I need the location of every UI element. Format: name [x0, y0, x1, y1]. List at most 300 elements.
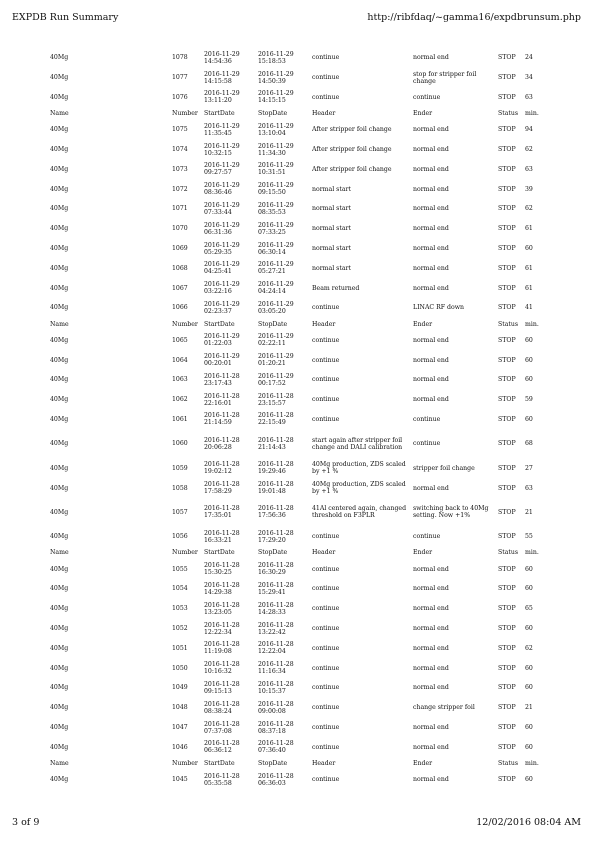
start-time: 10:32:15 [204, 149, 232, 157]
cell-stop-date [258, 619, 312, 639]
cell-header: continue [312, 724, 340, 731]
cell-minutes: 61 [525, 264, 533, 272]
cell-status: STOP [498, 464, 516, 472]
stop-time: 19:01:48 [258, 488, 286, 496]
cell-minutes: 21 [525, 704, 533, 712]
cell-stop-date [258, 410, 312, 430]
column-header-ender: Ender [413, 549, 433, 557]
table-row [50, 619, 540, 639]
table-row [50, 698, 540, 718]
table-row [50, 478, 540, 498]
stop-time: 08:35:53 [258, 208, 286, 216]
cell-minutes: 61 [525, 225, 533, 233]
cell-ender: normal end [413, 54, 449, 62]
cell-start-date [204, 390, 258, 410]
cell-start-date [204, 658, 258, 678]
cell-stop-date [258, 199, 312, 219]
start-date: 2016-11-28 [204, 529, 240, 537]
start-date: 2016-11-28 [204, 505, 240, 513]
cell-minutes: 62 [525, 146, 533, 154]
column-header-min: min. [525, 549, 539, 557]
table-row [50, 458, 540, 478]
cell-stop-date [258, 239, 312, 259]
cell-header: continue [312, 336, 340, 344]
start-time: 04:25:41 [204, 268, 232, 276]
cell-stop-date [258, 770, 312, 790]
cell-status: STOP [498, 126, 516, 134]
table-row [50, 658, 540, 678]
cell-run-number: 1066 [172, 304, 188, 312]
table-row [50, 68, 540, 88]
column-header-experiment: Name [50, 320, 69, 328]
cell-ender: normal end [413, 205, 449, 213]
cell-experiment: 40Mg [50, 304, 69, 312]
cell-ender: stripper foil change [413, 464, 475, 472]
start-time: 05:29:35 [204, 248, 232, 256]
stop-date: 2016-11-28 [258, 392, 294, 400]
run-table-body [50, 48, 540, 790]
cell-header: continue [312, 565, 340, 573]
cell-ender: normal end [413, 225, 449, 233]
cell-run-number: 1055 [172, 565, 188, 573]
table-row [50, 638, 540, 658]
column-header-number: Number [172, 549, 198, 557]
cell-start-date [204, 737, 258, 757]
stop-time: 01:20:21 [258, 360, 286, 368]
cell-stop-date [258, 527, 312, 547]
cell-stop-date [258, 48, 312, 68]
cell-stop-date [258, 737, 312, 757]
stop-time: 06:30:14 [258, 248, 286, 256]
column-header-number: Number [172, 110, 198, 118]
start-time: 07:37:08 [204, 727, 232, 735]
cell-experiment: 40Mg [50, 54, 69, 62]
stop-date: 2016-11-29 [258, 162, 294, 170]
cell-ender: normal end [413, 185, 449, 193]
stop-date: 2016-11-28 [258, 461, 294, 469]
cell-status: STOP [498, 724, 516, 731]
cell-ender: normal end [413, 585, 449, 593]
page-header-title: EXPDB Run Summary [12, 12, 119, 23]
cell-minutes: 62 [525, 644, 533, 652]
stop-date: 2016-11-28 [258, 641, 294, 649]
run-summary-table [50, 48, 540, 790]
cell-ender: normal end [413, 356, 449, 364]
stop-date: 2016-11-28 [258, 740, 294, 748]
stop-time: 06:36:03 [258, 779, 286, 787]
cell-ender: normal end [413, 284, 449, 292]
cell-stop-date [258, 698, 312, 718]
cell-stop-date [258, 678, 312, 698]
stop-time: 02:22:11 [258, 340, 286, 348]
cell-minutes: 34 [525, 74, 533, 82]
stop-date: 2016-11-28 [258, 772, 294, 780]
cell-header: 40Mg production, ZDS scaled by +1 % [312, 461, 406, 476]
cell-stop-date [258, 179, 312, 199]
table-row [50, 678, 540, 698]
cell-start-date [204, 159, 258, 179]
cell-header: continue [312, 743, 340, 751]
page-header-url: http://ribfdaq/~gamma16/expdbrunsum.php [367, 12, 581, 23]
cell-stop-date [258, 658, 312, 678]
stop-time: 14:50:39 [258, 77, 286, 85]
stop-date: 2016-11-29 [258, 70, 294, 78]
table-header-row [50, 547, 540, 560]
stop-date: 2016-11-28 [258, 505, 294, 513]
start-date: 2016-11-29 [204, 142, 240, 150]
stop-date: 2016-11-29 [258, 300, 294, 308]
start-time: 14:29:38 [204, 588, 232, 596]
cell-start-date [204, 179, 258, 199]
table-row [50, 199, 540, 219]
cell-ender: stop for stripper foil change [413, 70, 477, 85]
cell-status: STOP [498, 704, 516, 712]
cell-start-date [204, 498, 258, 527]
cell-stop-date [258, 498, 312, 527]
start-time: 13:11:20 [204, 97, 232, 105]
cell-stop-date [258, 219, 312, 239]
cell-stop-date [258, 298, 312, 318]
cell-experiment: 40Mg [50, 376, 69, 384]
cell-header: normal start [312, 264, 351, 272]
table-row [50, 370, 540, 390]
cell-status: STOP [498, 93, 516, 101]
cell-start-date [204, 527, 258, 547]
cell-experiment: 40Mg [50, 484, 69, 492]
cell-ender: normal end [413, 664, 449, 672]
table-row [50, 48, 540, 68]
cell-minutes: 60 [525, 415, 533, 423]
start-time: 19:02:12 [204, 468, 232, 476]
cell-start-date [204, 278, 258, 298]
start-time: 02:23:37 [204, 307, 232, 315]
cell-run-number: 1067 [172, 284, 188, 292]
cell-run-number: 1057 [172, 508, 188, 516]
cell-run-number: 1056 [172, 533, 188, 541]
column-header-ender: Ender [413, 110, 433, 118]
cell-header: normal start [312, 225, 351, 233]
cell-ender: switching back to 40Mg setting. Now +1% [413, 505, 489, 520]
cell-run-number: 1046 [172, 743, 188, 751]
stop-time: 10:15:37 [258, 687, 286, 695]
stop-date: 2016-11-29 [258, 333, 294, 341]
cell-status: STOP [498, 565, 516, 573]
cell-experiment: 40Mg [50, 644, 69, 652]
stop-time: 07:36:40 [258, 747, 286, 755]
table-row [50, 140, 540, 160]
cell-run-number: 1068 [172, 264, 188, 272]
cell-header: continue [312, 533, 340, 541]
cell-header: continue [312, 396, 340, 404]
cell-ender: continue [413, 440, 441, 448]
stop-time: 19:29:46 [258, 468, 286, 476]
cell-minutes: 60 [525, 565, 533, 573]
cell-experiment: 40Mg [50, 93, 69, 101]
stop-time: 10:31:51 [258, 169, 286, 177]
cell-start-date [204, 48, 258, 68]
cell-minutes: 59 [525, 396, 533, 404]
cell-header: continue [312, 93, 340, 101]
cell-minutes: 60 [525, 585, 533, 593]
cell-run-number: 1054 [172, 585, 188, 593]
cell-experiment: 40Mg [50, 284, 69, 292]
cell-header: continue [312, 605, 340, 613]
cell-experiment: 40Mg [50, 336, 69, 344]
start-time: 20:06:28 [204, 443, 232, 451]
column-header-experiment: Name [50, 759, 69, 767]
cell-ender: continue [413, 415, 441, 423]
stop-date: 2016-11-29 [258, 50, 294, 58]
cell-status: STOP [498, 664, 516, 672]
column-header-experiment: Name [50, 549, 69, 557]
start-time: 23:17:43 [204, 379, 232, 387]
table-row [50, 239, 540, 259]
cell-minutes: 60 [525, 776, 533, 784]
cell-ender: normal end [413, 724, 449, 731]
cell-header: normal start [312, 185, 351, 193]
cell-start-date [204, 68, 258, 88]
cell-stop-date [258, 559, 312, 579]
cell-run-number: 1078 [172, 54, 188, 62]
cell-header: continue [312, 684, 340, 692]
page-number: 3 of 9 [12, 817, 40, 828]
cell-start-date [204, 678, 258, 698]
cell-run-number: 1047 [172, 724, 188, 731]
stop-time: 12:22:04 [258, 648, 286, 656]
cell-start-date [204, 458, 258, 478]
column-header-status: Status [498, 759, 519, 767]
stop-time: 14:15:15 [258, 97, 286, 105]
cell-stop-date [258, 330, 312, 350]
stop-date: 2016-11-28 [258, 529, 294, 537]
cell-run-number: 1071 [172, 205, 188, 213]
cell-stop-date [258, 88, 312, 108]
table-row [50, 527, 540, 547]
start-time: 17:35:01 [204, 512, 232, 520]
stop-time: 21:14:43 [258, 443, 286, 451]
cell-minutes: 62 [525, 205, 533, 213]
stop-date: 2016-11-28 [258, 680, 294, 688]
cell-header: continue [312, 585, 340, 593]
column-header-min: min. [525, 320, 539, 328]
cell-minutes: 55 [525, 533, 533, 541]
cell-start-date [204, 330, 258, 350]
cell-status: STOP [498, 605, 516, 613]
cell-start-date [204, 219, 258, 239]
cell-minutes: 60 [525, 743, 533, 751]
cell-header: continue [312, 644, 340, 652]
cell-stop-date [258, 278, 312, 298]
start-time: 08:36:46 [204, 189, 232, 197]
start-date: 2016-11-29 [204, 162, 240, 170]
start-date: 2016-11-29 [204, 201, 240, 209]
stop-date: 2016-11-28 [258, 700, 294, 708]
start-date: 2016-11-28 [204, 621, 240, 629]
start-time: 09:15:13 [204, 687, 232, 695]
cell-status: STOP [498, 396, 516, 404]
column-header-min: min. [525, 110, 539, 118]
cell-status: STOP [498, 533, 516, 541]
table-row [50, 429, 540, 458]
cell-minutes: 60 [525, 625, 533, 633]
column-header-status: Status [498, 110, 519, 118]
start-time: 11:35:45 [204, 129, 232, 137]
start-date: 2016-11-29 [204, 50, 240, 58]
start-time: 00:20:01 [204, 360, 232, 368]
table-row [50, 278, 540, 298]
start-date: 2016-11-28 [204, 372, 240, 380]
start-time: 14:54:36 [204, 57, 232, 65]
stop-time: 03:05:20 [258, 307, 286, 315]
cell-minutes: 41 [525, 304, 533, 312]
cell-start-date [204, 410, 258, 430]
cell-header: continue [312, 625, 340, 633]
stop-date: 2016-11-28 [258, 412, 294, 420]
stop-date: 2016-11-29 [258, 372, 294, 380]
cell-stop-date [258, 458, 312, 478]
start-time: 22:16:01 [204, 399, 232, 407]
cell-minutes: 60 [525, 684, 533, 692]
table-row [50, 120, 540, 140]
stop-date: 2016-11-29 [258, 122, 294, 130]
cell-ender: normal end [413, 336, 449, 344]
cell-start-date [204, 140, 258, 160]
cell-start-date [204, 478, 258, 498]
cell-start-date [204, 579, 258, 599]
cell-status: STOP [498, 205, 516, 213]
cell-status: STOP [498, 284, 516, 292]
stop-date: 2016-11-28 [258, 581, 294, 589]
stop-time: 13:10:04 [258, 129, 286, 137]
start-date: 2016-11-29 [204, 122, 240, 130]
cell-experiment: 40Mg [50, 225, 69, 233]
cell-run-number: 1069 [172, 245, 188, 253]
cell-status: STOP [498, 356, 516, 364]
cell-ender: normal end [413, 126, 449, 134]
cell-stop-date [258, 120, 312, 140]
start-date: 2016-11-28 [204, 680, 240, 688]
stop-time: 04:24:14 [258, 288, 286, 296]
start-time: 03:22:16 [204, 288, 232, 296]
cell-start-date [204, 559, 258, 579]
start-date: 2016-11-28 [204, 436, 240, 444]
cell-experiment: 40Mg [50, 264, 69, 272]
stop-date: 2016-11-28 [258, 720, 294, 728]
cell-run-number: 1075 [172, 126, 188, 134]
cell-stop-date [258, 478, 312, 498]
cell-minutes: 60 [525, 724, 533, 731]
stop-date: 2016-11-29 [258, 90, 294, 98]
start-time: 13:23:05 [204, 608, 232, 616]
cell-run-number: 1049 [172, 684, 188, 692]
start-date: 2016-11-29 [204, 90, 240, 98]
cell-minutes: 60 [525, 336, 533, 344]
start-date: 2016-11-28 [204, 562, 240, 570]
cell-start-date [204, 370, 258, 390]
cell-experiment: 40Mg [50, 205, 69, 213]
cell-ender: normal end [413, 165, 449, 173]
cell-ender: continue [413, 93, 441, 101]
column-header-header: Header [312, 759, 336, 767]
table-row [50, 88, 540, 108]
cell-minutes: 39 [525, 185, 533, 193]
cell-stop-date [258, 579, 312, 599]
start-date: 2016-11-28 [204, 740, 240, 748]
cell-status: STOP [498, 225, 516, 233]
cell-run-number: 1070 [172, 225, 188, 233]
cell-experiment: 40Mg [50, 415, 69, 423]
start-time: 17:58:29 [204, 488, 232, 496]
start-date: 2016-11-28 [204, 641, 240, 649]
cell-start-date [204, 120, 258, 140]
cell-ender: normal end [413, 625, 449, 633]
table-row [50, 770, 540, 790]
stop-date: 2016-11-29 [258, 221, 294, 229]
cell-status: STOP [498, 440, 516, 448]
stop-date: 2016-11-29 [258, 182, 294, 190]
cell-experiment: 40Mg [50, 704, 69, 712]
table-row [50, 258, 540, 278]
cell-status: STOP [498, 484, 516, 492]
column-header-start: StartDate [204, 549, 235, 557]
cell-status: STOP [498, 264, 516, 272]
cell-experiment: 40Mg [50, 585, 69, 593]
cell-start-date [204, 199, 258, 219]
cell-experiment: 40Mg [50, 165, 69, 173]
stop-date: 2016-11-29 [258, 261, 294, 269]
stop-date: 2016-11-29 [258, 281, 294, 289]
cell-status: STOP [498, 185, 516, 193]
table-header-row [50, 757, 540, 770]
cell-ender: normal end [413, 605, 449, 613]
cell-header: After stripper foil change [312, 126, 392, 134]
cell-header: continue [312, 356, 340, 364]
cell-start-date [204, 770, 258, 790]
cell-experiment: 40Mg [50, 565, 69, 573]
cell-stop-date [258, 599, 312, 619]
cell-start-date [204, 258, 258, 278]
cell-run-number: 1061 [172, 415, 188, 423]
cell-header: 40Mg production, ZDS scaled by +1 % [312, 481, 406, 496]
cell-ender: normal end [413, 743, 449, 751]
cell-minutes: 60 [525, 356, 533, 364]
cell-experiment: 40Mg [50, 464, 69, 472]
table-row [50, 179, 540, 199]
cell-ender: normal end [413, 644, 449, 652]
cell-start-date [204, 88, 258, 108]
start-date: 2016-11-29 [204, 221, 240, 229]
cell-run-number: 1065 [172, 336, 188, 344]
cell-header: continue [312, 776, 340, 784]
cell-experiment: 40Mg [50, 245, 69, 253]
column-header-min: min. [525, 759, 539, 767]
start-date: 2016-11-29 [204, 300, 240, 308]
cell-status: STOP [498, 743, 516, 751]
cell-header: Beam returned [312, 284, 360, 292]
cell-status: STOP [498, 146, 516, 154]
cell-header: continue [312, 664, 340, 672]
cell-status: STOP [498, 644, 516, 652]
start-date: 2016-11-28 [204, 601, 240, 609]
cell-start-date [204, 429, 258, 458]
stop-date: 2016-11-29 [258, 142, 294, 150]
cell-ender: normal end [413, 684, 449, 692]
cell-stop-date [258, 638, 312, 658]
start-date: 2016-11-29 [204, 241, 240, 249]
start-time: 07:33:44 [204, 208, 232, 216]
cell-stop-date [258, 370, 312, 390]
stop-time: 09:15:50 [258, 189, 286, 197]
